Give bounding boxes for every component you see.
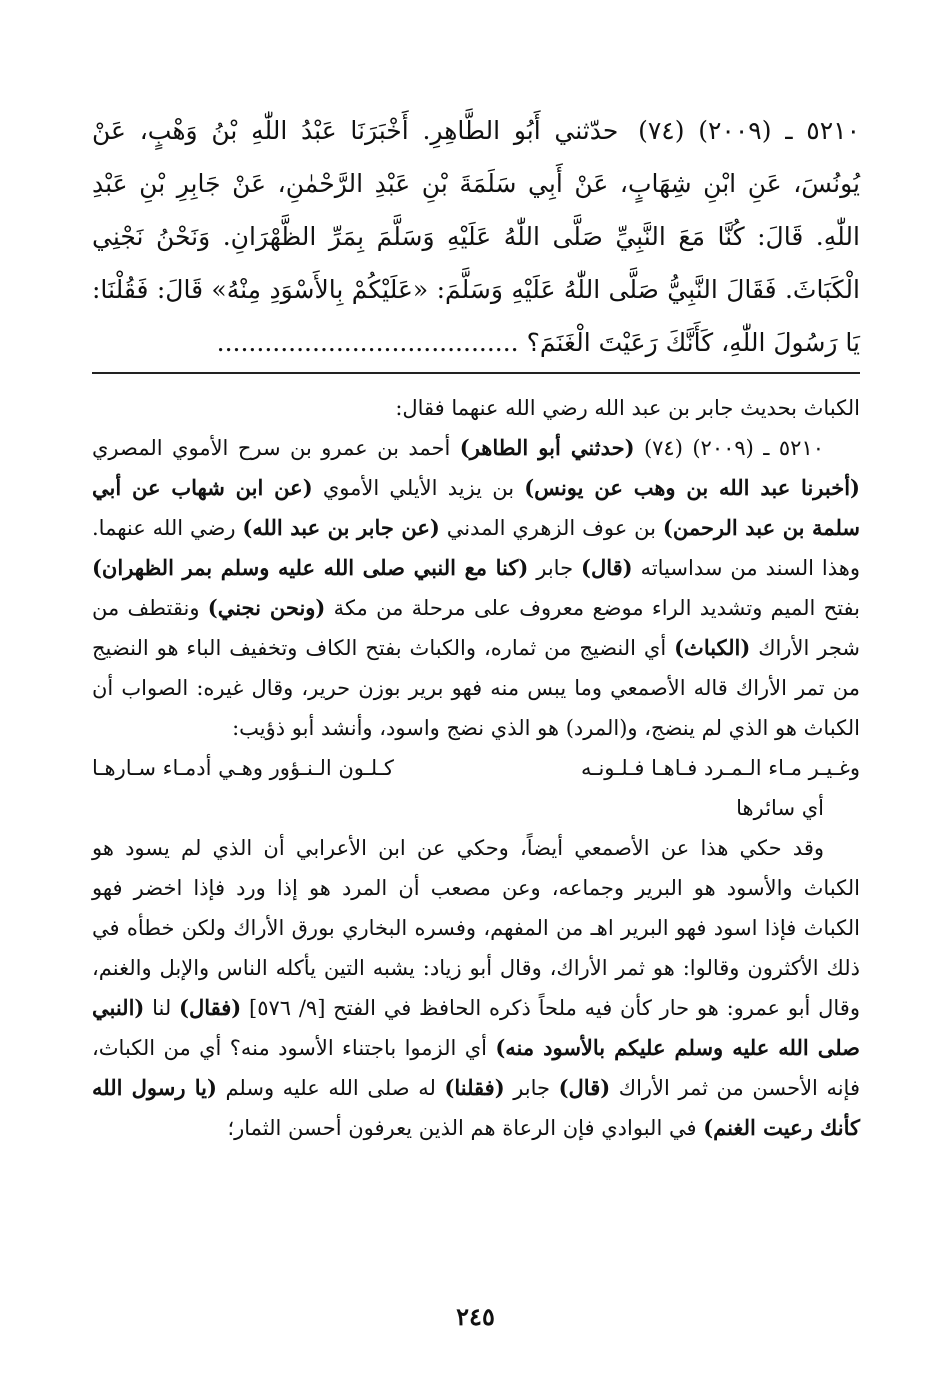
page-number: ٢٤٥ bbox=[456, 1302, 495, 1331]
p1-segment: بن عوف الزهري المدني bbox=[439, 516, 663, 540]
p1-segment: أي النضيج من ثماره، والكباث بفتح الكاف وتخفيف الباء هو النضيج من تمر الأراك قاله الأصمعي وما يبس منه فهو برير بوزن حرير، وقال غيره: الصواب أن الكباث هو الذي لم ينضج، و(المرد) هو الذي نضج واسود، وأنشد أبو ذؤيب: bbox=[92, 636, 860, 740]
poem-second-hemistich: كـلـون الـنـؤور وهـي أدمـاء سـارهـا bbox=[92, 756, 394, 780]
p2-segment: (يا رسول الله كأنك رعيت الغنم) bbox=[92, 1075, 860, 1140]
hadith-text-block bbox=[92, 104, 860, 369]
p2-segment: لنا bbox=[144, 996, 180, 1020]
p1-segment: (أخبرنا عبد الله بن وهب عن يونس) bbox=[524, 475, 860, 500]
commentary-intro: الكباث بحديث جابر بن عبد الله رضي الله عنهما فقال: bbox=[395, 396, 860, 420]
p2-segment: (النبي صلى الله عليه وسلم عليكم بالأسود منه) bbox=[92, 995, 861, 1060]
p2-segment: أي الزموا باجتناء الأسود منه؟ أي من الكباث، فإنه الأحسن من ثمر الأراك bbox=[92, 1036, 860, 1100]
p1-segment: بفتح الميم وتشديد الراء موضع معروف على مرحلة من مكة bbox=[325, 596, 861, 620]
p1-segment: (عن ابن شهاب عن أبي سلمة بن عبد الرحمن) bbox=[92, 475, 860, 540]
hadith-body: حدّثني أَبُو الطَّاهِرِ. أَخْبَرَنَا عَبْدُ اللّٰهِ بْنُ وَهْبٍ، عَنْ يُونُسَ، عَنِ ابْنِ شِهَابٍ، عَنْ أَبِي سَلَمَةَ بْنِ عَبْدِ الرَّحْمٰنِ، عَنْ جَابِرِ بْنِ عَبْدِ اللّٰهِ. قَالَ: كُنَّا مَعَ النَّبِيِّ صَلَّى اللّٰهُ عَلَيْهِ وَسَلَّمَ بِمَرِّ الظَّهْرَانِ. وَنَحْنُ نَجْنِي الْكَبَاثَ. فَقَالَ النَّبِيُّ صَلَّى اللّٰهُ عَلَيْهِ وَسَلَّمَ: «عَلَيْكُمْ بِالأَسْوَدِ مِنْهُ» قَالَ: فَقُلْنَا: يَا رَسُولَ اللّٰهِ، كَأَنَّكَ رَعَيْتَ الْغَنَمَ؟ ...................................... bbox=[92, 116, 860, 357]
commentary-paragraph-2 bbox=[92, 828, 860, 1148]
p2-segment: له صلى الله عليه وسلم bbox=[216, 1076, 445, 1100]
commentary-paragraph-1 bbox=[92, 428, 860, 748]
footnote-divider bbox=[92, 372, 860, 374]
p1-segment: أحمد بن عمرو بن سرح الأموي المصري bbox=[92, 436, 460, 460]
p1-segment: (حدثني أبو الطاهر) bbox=[459, 435, 635, 460]
p1-segment: ٥٢١٠ ـ (٢٠٠٩) (٧٤) bbox=[634, 436, 825, 460]
p2-segment: وقد حكي هذا عن الأصمعي أيضاً، وحكي عن ابن الأعرابي أن الذي لم يسود هو الكباث والأسود هو البرير وجماعه، وعن مصعب أن المرد هو إذا ورد فإذا اخضر فهو الكباث فإذا اسود فهو البرير اهـ من المفهم، وفسره البخاري بورق الأراك ولكن خطأه في ذلك الأكثرون وقالوا: هو ثمر الأراك، وقال أبو زياد: يشبه التين يأكله الناس والإبل والغنم، وقال أبو عمرو: هو حار كأن فيه ملحاً ذكره الحافظ في الفتح [٩/ ٥٧٦] bbox=[92, 836, 860, 1020]
commentary-block bbox=[92, 388, 860, 1148]
p2-segment: (فقلنا) bbox=[444, 1075, 505, 1100]
poem-first-hemistich: وغـيـر مـاء الـمـرد فـاهـا فـلـونـه bbox=[581, 756, 860, 780]
p2-segment: (فقال) bbox=[179, 995, 242, 1020]
poem-note: أي سائرها bbox=[736, 796, 824, 820]
hadith-number: ٥٢١٠ ـ (٢٠٠٩) (٧٤) bbox=[638, 116, 860, 145]
p2-segment: في البوادي فإن الرعاة هم الذين يعرفون أحسن الثمار؛ bbox=[227, 1116, 704, 1140]
p1-segment: (الكباث) bbox=[674, 635, 751, 660]
p1-segment: (عن جابر بن عبد الله) bbox=[242, 515, 440, 540]
p1-segment: ونقتطف من شجر الأراك bbox=[92, 596, 860, 660]
p1-segment: رضي الله عنهما. وهذا السند من سداسياته bbox=[92, 516, 860, 580]
poem-verse bbox=[92, 748, 860, 788]
p1-segment: بن يزيد الأيلي الأموي bbox=[312, 476, 525, 500]
p2-segment: (قال) bbox=[558, 1075, 611, 1100]
p1-segment: جابر bbox=[528, 556, 582, 580]
p2-segment: جابر bbox=[504, 1076, 559, 1100]
p1-segment: (قال) bbox=[581, 555, 633, 580]
p1-segment: (كنا مع النبي صلى الله عليه وسلم بمر الظهران) bbox=[92, 555, 529, 580]
p1-segment: (ونحن نجني) bbox=[207, 595, 326, 620]
